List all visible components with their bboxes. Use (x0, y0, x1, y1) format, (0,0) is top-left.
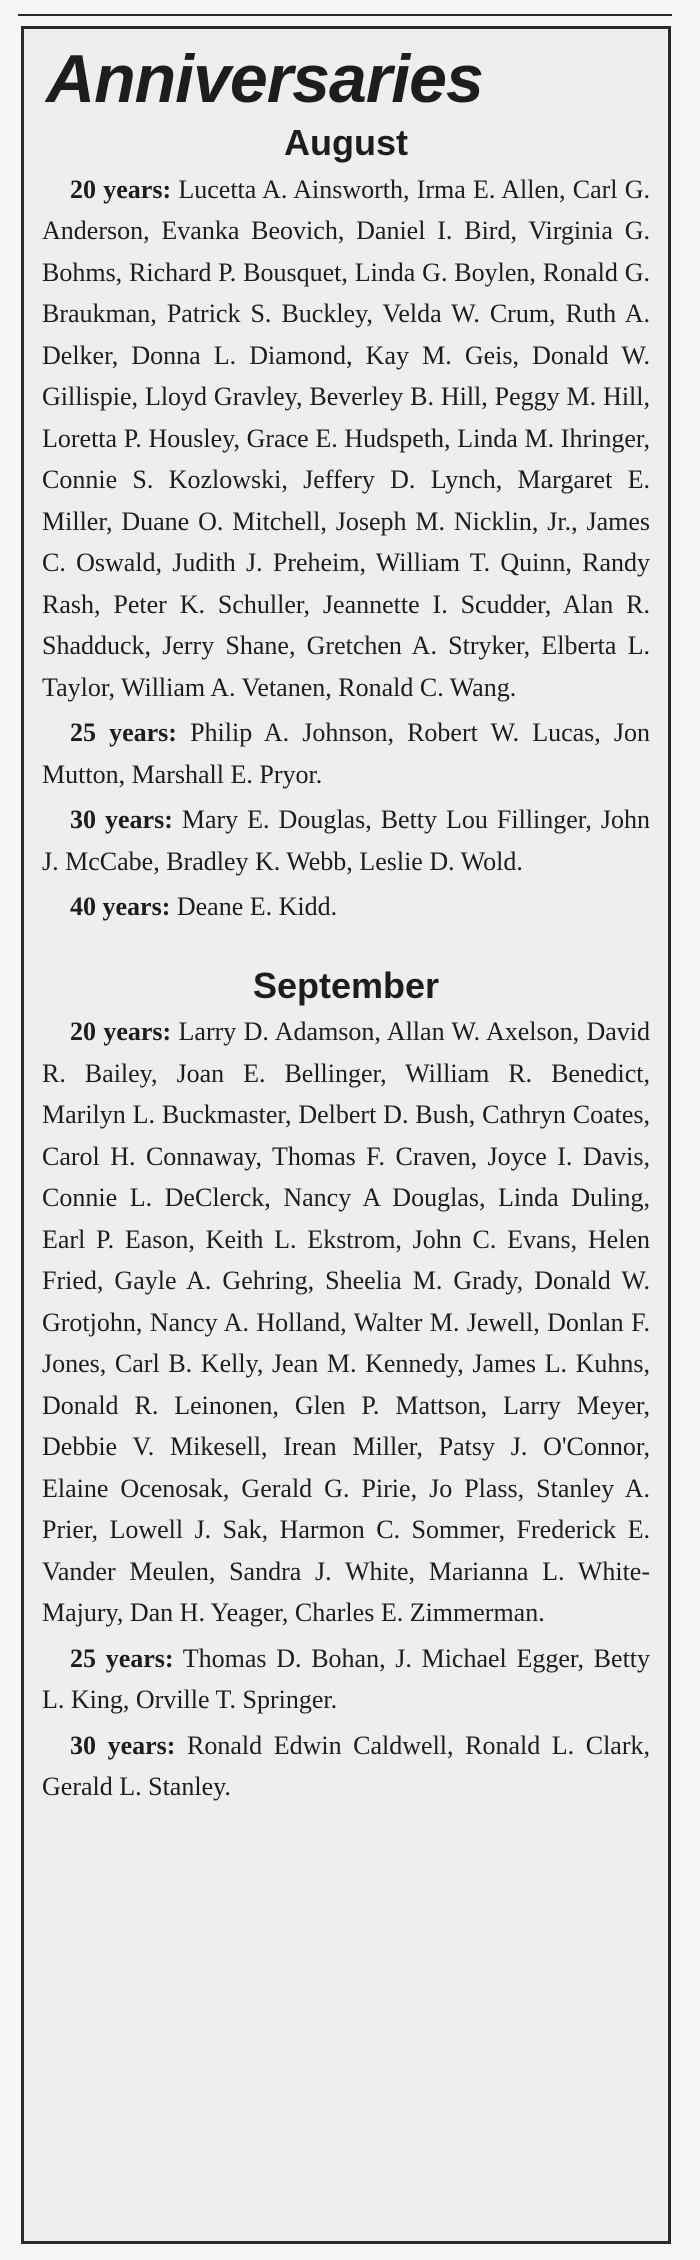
years-label: 20 years: (70, 1017, 172, 1047)
years-label: 30 years: (70, 1730, 176, 1760)
names-list: Larry D. Adamson, Allan W. Axelson, David R. Bailey, Joan E. Bellinger, William R. Benedict, Marilyn L. Buckmaster, Delbert D. Bush, Cathryn Coates, Carol H. Connaway, Thomas F. Craven, Joyce I. Davis, Connie L. DeClerck, Nancy A Douglas, Linda Duling, Earl P. Eason, Keith L. Ekstrom, John C. Evans, Helen Fried, Gayle A. Gehring, Sheelia M. Grady, Donald W. Grotjohn, Nancy A. Holland, Walter M. Jewell, Donlan F. Jones, Carl B. Kelly, Jean M. Kennedy, James L. Kuhns, Donald R. Leinonen, Glen P. Mattson, Larry Meyer, Debbie V. Mikesell, Irean Miller, Patsy J. O'Connor, Elaine Ocenosak, Gerald G. Pirie, Jo Plass, Stanley A. Prier, Lowell J. Sak, Harmon C. Sommer, Frederick E. Vander Meulen, Sandra J. White, Marianna L. White-Majury, Dan H. Yeager, Charles E. Zimmerman. (42, 1017, 650, 1628)
month-heading-august: August (284, 122, 408, 163)
names-list: Lucetta A. Ainsworth, Irma E. Allen, Carl G. Anderson, Evanka Beovich, Daniel I. Bird, Virginia G. Bohms, Richard P. Bousquet, Linda G. Boylen, Ronald G. Braukman, Patrick S. Buckley, Velda W. Crum, Ruth A. Delker, Donna L. Diamond, Kay M. Geis, Donald W. Gillispie, Lloyd Gravley, Beverley B. Hill, Peggy M. Hill, Loretta P. Housley, Grace E. Hudspeth, Linda M. Ihringer, Connie S. Kozlowski, Jeffery D. Lynch, Margaret E. Miller, Duane O. Mitchell, Joseph M. Nicklin, Jr., James C. Oswald, Judith J. Preheim, William T. Quinn, Randy Rash, Peter K. Schuller, Jeannette I. Scudder, Alan R. Shadduck, Jerry Shane, Gretchen A. Stryker, Elberta L. Taylor, William A. Vetanen, Ronald C. Wang. (42, 174, 651, 702)
top-rule (18, 14, 672, 16)
names-list: Mary E. Douglas, Betty Lou Fillinger, John J. McCabe, Bradley K. Webb, Leslie D. Wold. (42, 805, 651, 876)
years-label: 30 years: (70, 805, 173, 835)
anniversary-entry (42, 799, 650, 882)
anniversary-entry (42, 1011, 650, 1634)
names-list: Philip A. Johnson, Robert W. Lucas, Jon Mutton, Marshall E. Pryor. (42, 718, 651, 789)
september-section (42, 966, 650, 1808)
anniversary-entry (42, 169, 650, 709)
names-list: Deane E. Kidd. (176, 892, 338, 922)
anniversaries-box (21, 26, 671, 2244)
years-label: 20 years: (70, 174, 172, 204)
anniversary-entry (42, 1725, 650, 1808)
years-label: 25 years: (70, 1643, 174, 1673)
names-list: Thomas D. Bohan, J. Michael Egger, Betty L. King, Orville T. Springer. (42, 1643, 651, 1715)
years-label: 40 years: (70, 892, 171, 922)
years-label: 25 years: (70, 718, 177, 748)
anniversary-entry (42, 712, 650, 795)
page-title: Anniversaries (46, 41, 483, 117)
anniversary-entry (42, 1638, 650, 1721)
names-list: Ronald Edwin Caldwell, Ronald L. Clark, Gerald L. Stanley. (42, 1730, 651, 1802)
anniversary-entry (42, 886, 650, 928)
month-heading-september: September (252, 964, 440, 1006)
august-section (42, 123, 650, 928)
